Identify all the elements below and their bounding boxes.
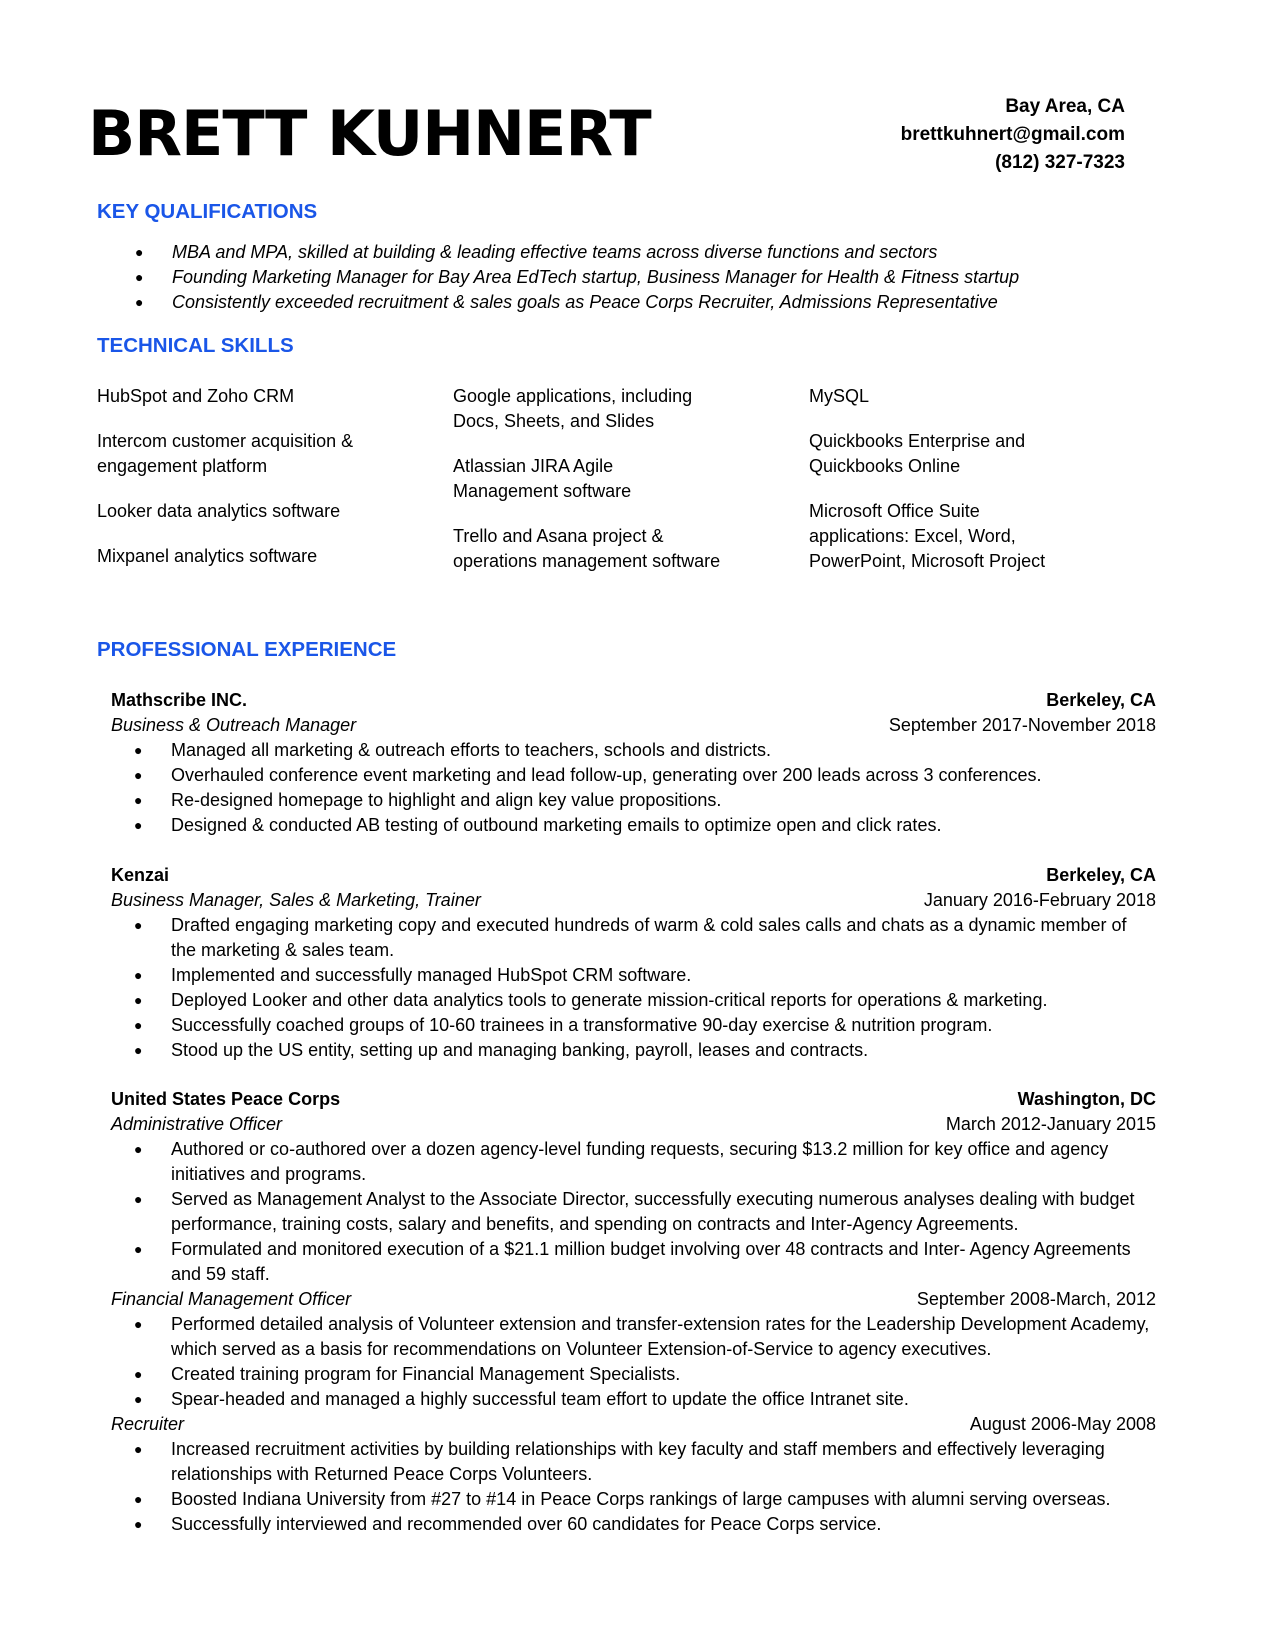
skill-item: HubSpot and Zoho CRM <box>97 386 295 406</box>
role-bullets <box>111 913 1156 1063</box>
bullet-item: ● Served as Management Analyst to the Associate Director, successfully executing numerous analyses dealing with budget performance, training costs, salary and benefits, and spending on contracts and Inter-Agency Agreements. <box>111 1187 1156 1237</box>
role-bullets <box>111 738 1156 838</box>
skills-column <box>453 384 723 594</box>
role-dates: January 2016-February 2018 <box>923 890 1156 910</box>
bullet-item: ● Managed all marketing & outreach efforts to teachers, schools and districts. <box>111 738 1156 763</box>
section-title-experience: PROFESSIONAL EXPERIENCE <box>97 638 397 661</box>
skill-item: Looker data analytics software <box>97 501 341 521</box>
job-location: Berkeley, CA <box>1046 690 1156 710</box>
bullet-item: ● Spear-headed and managed a highly successful team effort to update the office Intranet site. <box>111 1387 1156 1412</box>
role-title: Business Manager, Sales & Marketing, Trainer <box>111 890 481 910</box>
role-title: Financial Management Officer <box>111 1289 352 1309</box>
role-title: Business & Outreach Manager <box>111 715 357 735</box>
contact-location: Bay Area, CA <box>1005 96 1125 117</box>
job-company: Mathscribe INC. <box>111 690 248 710</box>
job-header <box>111 1087 1156 1112</box>
role-bullets <box>111 1437 1156 1537</box>
bullet-item: ● Overhauled conference event marketing and lead follow-up, generating over 200 leads across 3 conferences. <box>111 763 1156 788</box>
qualification-item: ● MBA and MPA, skilled at building & leading effective teams across diverse functions and sectors <box>97 240 1157 265</box>
bullet-item: ● Increased recruitment activities by building relationships with key faculty and staff members and effectively leveraging relationships with Returned Peace Corps Volunteers. <box>111 1437 1156 1487</box>
contact-phone: (812) 327-7323 <box>995 152 1125 173</box>
skill-item: Trello and Asana project & operations management software <box>453 526 721 571</box>
role-header <box>111 713 1156 738</box>
bullet-item: ● Successfully interviewed and recommended over 60 candidates for Peace Corps service. <box>111 1512 1156 1537</box>
job-entry <box>111 863 1156 1063</box>
skill-item: Quickbooks Enterprise and Quickbooks Online <box>809 431 1026 476</box>
bullet-item: ● Authored or co-authored over a dozen agency-level funding requests, securing $13.2 million for key office and agency initiatives and programs. <box>111 1137 1156 1187</box>
job-entry <box>111 1087 1156 1537</box>
job-location: Washington, DC <box>1017 1089 1156 1109</box>
bullet-item: ● Drafted engaging marketing copy and executed hundreds of warm & cold sales calls and chats as a dynamic member of the marketing & sales team. <box>111 913 1156 963</box>
role-bullets <box>111 1137 1156 1287</box>
bullet-item: ● Successfully coached groups of 10-60 trainees in a transformative 90-day exercise & nutrition program. <box>111 1013 1156 1038</box>
role-dates: March 2012-January 2015 <box>945 1114 1156 1134</box>
skill-item: Atlassian JIRA Agile Management software <box>453 456 632 501</box>
job-header <box>111 863 1156 888</box>
bullet-item: ● Boosted Indiana University from #27 to #14 in Peace Corps rankings of large campuses with alumni serving overseas. <box>111 1487 1156 1512</box>
bullet-item: ● Stood up the US entity, setting up and managing banking, payroll, leases and contracts. <box>111 1038 1156 1063</box>
qualification-item: ● Consistently exceeded recruitment & sales goals as Peace Corps Recruiter, Admissions Representative <box>97 290 1157 315</box>
qualification-item: ● Founding Marketing Manager for Bay Area EdTech startup, Business Manager for Health & Fitness startup <box>97 265 1157 290</box>
role-header <box>111 1412 1156 1437</box>
bullet-item: ● Formulated and monitored execution of a $21.1 million budget involving over 48 contracts and Inter- Agency Agreements and 59 staff. <box>111 1237 1156 1287</box>
contact-block <box>901 93 1125 177</box>
role-dates: September 2008-March, 2012 <box>916 1289 1156 1309</box>
skill-item: Mixpanel analytics software <box>97 546 318 566</box>
bullet-item: ● Deployed Looker and other data analytics tools to generate mission-critical reports for operations & marketing. <box>111 988 1156 1013</box>
role-dates: September 2017-November 2018 <box>888 715 1156 735</box>
job-header <box>111 688 1156 713</box>
bullet-item: ● Implemented and successfully managed HubSpot CRM software. <box>111 963 1156 988</box>
skill-item: Intercom customer acquisition & engagement platform <box>97 431 354 476</box>
bullet-item: ● Designed & conducted AB testing of outbound marketing emails to optimize open and click rates. <box>111 813 1156 838</box>
role-dates: August 2006-May 2008 <box>969 1414 1156 1434</box>
job-company: Kenzai <box>111 865 170 885</box>
job-location: Berkeley, CA <box>1046 865 1156 885</box>
qualifications-list <box>97 240 1157 315</box>
skill-item: Microsoft Office Suite applications: Excel, Word, PowerPoint, Microsoft Project <box>809 501 1046 571</box>
job-entry <box>111 688 1156 838</box>
role-header <box>111 888 1156 913</box>
contact-email[interactable]: brettkuhnert@gmail.com <box>900 124 1125 145</box>
role-header <box>111 1287 1156 1312</box>
role-header <box>111 1112 1156 1137</box>
role-title: Administrative Officer <box>111 1114 283 1134</box>
section-title-skills: TECHNICAL SKILLS <box>97 334 294 357</box>
section-title-qualifications: KEY QUALIFICATIONS <box>97 200 318 223</box>
bullet-item: ● Created training program for Financial Management Specialists. <box>111 1362 1156 1387</box>
role-title: Recruiter <box>111 1414 185 1434</box>
job-company: United States Peace Corps <box>111 1089 341 1109</box>
skills-column <box>97 384 367 589</box>
skill-item: Google applications, including Docs, Sheets, and Slides <box>453 386 693 431</box>
candidate-name: BRETT KUHNERT <box>88 97 651 170</box>
skill-item: MySQL <box>809 386 870 406</box>
bullet-item: ● Performed detailed analysis of Volunteer extension and transfer-extension rates for the Leadership Development Academy, which served as a basis for recommendations on Volunteer Extension-of-Service to agency executives. <box>111 1312 1156 1362</box>
role-bullets <box>111 1312 1156 1412</box>
bullet-item: ● Re-designed homepage to highlight and align key value propositions. <box>111 788 1156 813</box>
skills-column <box>809 384 1079 594</box>
